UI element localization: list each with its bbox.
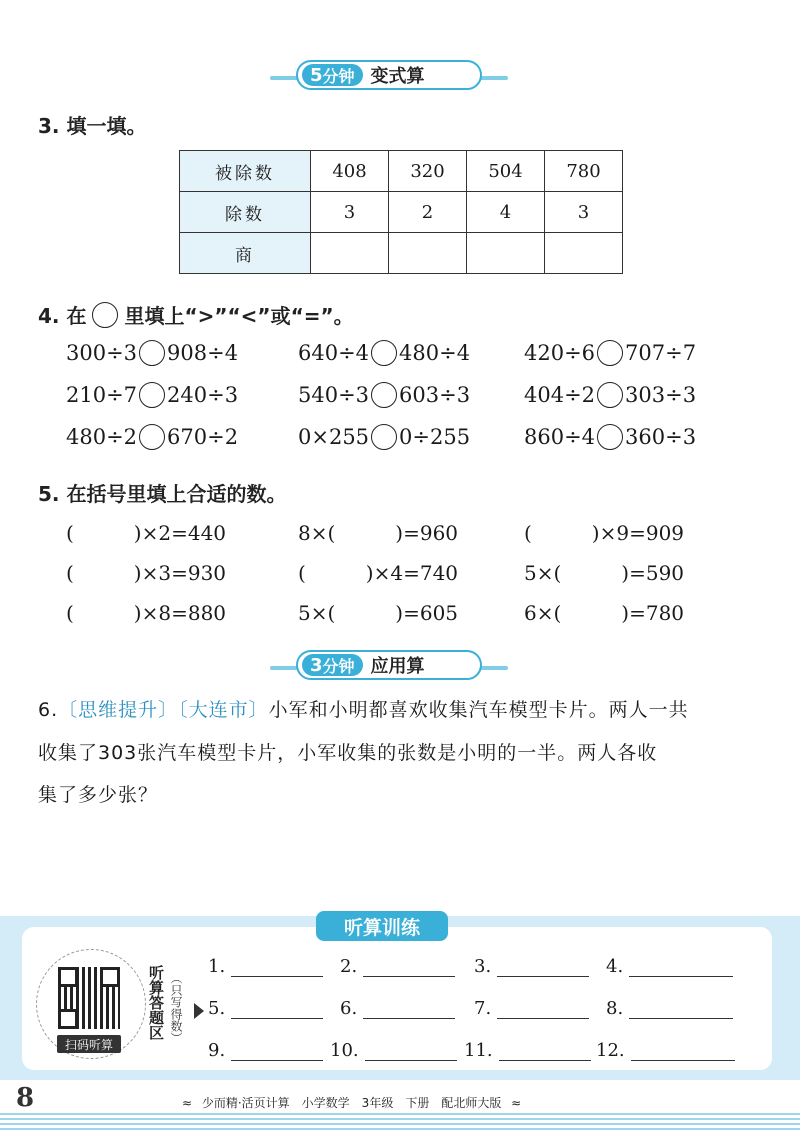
answer-slot[interactable]: 4.	[606, 956, 733, 977]
answer-slot[interactable]: 5.	[208, 998, 323, 1019]
fill-blank-item[interactable]: ( )×4=740	[298, 561, 459, 585]
question-6-line3: 集了多少张？	[38, 784, 159, 806]
fill-blank-item[interactable]: ( )×9=909	[524, 521, 685, 545]
compare-item: 210÷7 240÷3	[66, 383, 239, 407]
listening-title: 听算训练	[316, 911, 448, 941]
compare-circle[interactable]	[139, 340, 165, 366]
circle-icon	[92, 302, 118, 328]
page-number: 8	[16, 1083, 35, 1113]
section-banner-5min	[0, 60, 800, 94]
fill-blank-item[interactable]: ( )×8=880	[66, 601, 227, 625]
qr-code-icon[interactable]	[58, 967, 120, 1029]
question-5-label: 5. 在括号里填上合适的数。	[38, 482, 287, 506]
answer-slot[interactable]: 2.	[340, 956, 455, 977]
tag-thinking: 〔思维提升〕	[58, 699, 179, 721]
section-title: 应用算	[370, 656, 425, 677]
scan-label: 扫码听算	[57, 1035, 121, 1053]
answer-slot[interactable]: 9.	[208, 1040, 323, 1061]
compare-item: 0×255 0÷255	[298, 425, 471, 449]
table-cell: 3	[311, 192, 389, 233]
table-cell: 4	[467, 192, 545, 233]
compare-circle[interactable]	[371, 340, 397, 366]
answer-cell[interactable]	[389, 233, 467, 274]
answer-slot[interactable]: 10.	[330, 1040, 457, 1061]
compare-item: 860÷4 360÷3	[524, 425, 697, 449]
compare-item: 540÷3 603÷3	[298, 383, 471, 407]
footer-text: ≈ 少而精·活页计算 小学数学 3年级 下册 配北师大版 ≈	[182, 1096, 522, 1110]
answer-cell[interactable]	[467, 233, 545, 274]
answer-slot[interactable]: 1.	[208, 956, 323, 977]
compare-item: 420÷6 707÷7	[524, 341, 697, 365]
compare-item: 640÷4 480÷4	[298, 341, 471, 365]
answer-slot[interactable]: 11.	[464, 1040, 591, 1061]
fill-blank-item[interactable]: ( )×2=440	[66, 521, 227, 545]
arrow-right-icon	[194, 1003, 204, 1019]
fill-blank-item[interactable]: 5×( )=605	[298, 601, 459, 625]
compare-circle[interactable]	[597, 424, 623, 450]
compare-circle[interactable]	[139, 424, 165, 450]
compare-item: 480÷2 670÷2	[66, 425, 239, 449]
compare-circle[interactable]	[597, 340, 623, 366]
answer-slot[interactable]: 6.	[340, 998, 455, 1019]
table-cell: 504	[467, 151, 545, 192]
footer-wave	[0, 1110, 800, 1130]
compare-circle[interactable]	[139, 382, 165, 408]
table-cell: 3	[545, 192, 623, 233]
answer-slot[interactable]: 3.	[474, 956, 589, 977]
row-label-divisor: 除数	[180, 192, 311, 233]
fill-blank-item[interactable]: 5×( )=590	[524, 561, 685, 585]
question-4-label: 4. 在 里填上“>”“<”或“=”。	[38, 300, 354, 329]
table-cell: 2	[389, 192, 467, 233]
compare-circle[interactable]	[371, 382, 397, 408]
division-table	[179, 150, 623, 274]
time-badge: 5 分钟	[302, 64, 363, 86]
section-title: 变式算	[370, 66, 425, 87]
answer-area-note: （只写得数）	[169, 972, 183, 1044]
answer-slot[interactable]: 12.	[596, 1040, 735, 1061]
fill-blank-item[interactable]: 6×( )=780	[524, 601, 685, 625]
question-6-line1: 6.〔思维提升〕〔大连市〕小军和小明都喜欢收集汽车模型卡片。两人一共	[38, 699, 689, 721]
answer-area-label: 听算答题区	[147, 965, 165, 1040]
compare-item: 404÷2 303÷3	[524, 383, 697, 407]
fill-blank-item[interactable]: ( )×3=930	[66, 561, 227, 585]
table-cell: 320	[389, 151, 467, 192]
table-cell: 408	[311, 151, 389, 192]
time-badge: 3 分钟	[302, 654, 363, 676]
question-6-line2: 收集了303张汽车模型卡片，小军收集的张数是小明的一半。两人各收	[38, 742, 658, 764]
answer-cell[interactable]	[311, 233, 389, 274]
table-cell: 780	[545, 151, 623, 192]
answer-slot[interactable]: 7.	[474, 998, 589, 1019]
row-label-quotient: 商	[180, 233, 311, 274]
fill-blank-item[interactable]: 8×( )=960	[298, 521, 459, 545]
question-3-label: 3. 填一填。	[38, 114, 147, 138]
compare-circle[interactable]	[371, 424, 397, 450]
tag-city: 〔大连市〕	[178, 699, 269, 721]
compare-circle[interactable]	[597, 382, 623, 408]
answer-slot[interactable]: 8.	[606, 998, 733, 1019]
compare-item: 300÷3 908÷4	[66, 341, 239, 365]
answer-cell[interactable]	[545, 233, 623, 274]
section-banner-3min	[0, 650, 800, 684]
row-label-dividend: 被除数	[180, 151, 311, 192]
